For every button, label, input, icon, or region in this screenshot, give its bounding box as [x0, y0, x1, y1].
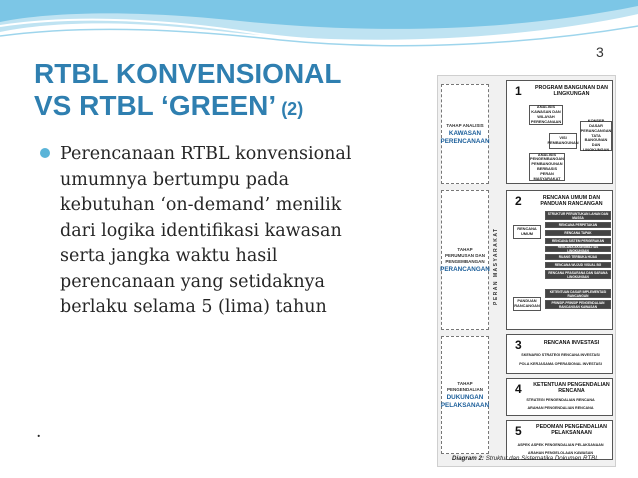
item-text: ARAHAN PENGELOLAAN KAWASAN — [527, 451, 594, 455]
vertical-label: PERAN MASYARAKAT — [493, 227, 499, 305]
panel-number: 1 — [515, 84, 522, 98]
item-box: RENCANA PERPETAKAN — [545, 222, 611, 228]
title-line-1: RTBL KONVENSIONAL — [34, 58, 342, 89]
title-suffix: (2) — [276, 99, 304, 119]
item-box: KETENTUAN DASAR IMPLEMENTASI RANCANGAN — [545, 289, 611, 298]
stage-label: KAWASAN PERENCANAAN — [440, 129, 490, 145]
panel-number: 5 — [515, 424, 522, 438]
panel-1 — [506, 80, 613, 184]
caption-label: Diagram 2: — [452, 455, 484, 462]
panel-heading: PROGRAM BANGUNAN DAN LINGKUNGAN — [535, 85, 608, 98]
stage-caption: TAHAP PERUMUSAN DAN PENGEMBANGAN — [444, 246, 485, 264]
panel-2 — [506, 190, 613, 330]
diagram-box: ANALISIS PENGEMBANGAN PEMBANGUNAN BERBASIS PERAN MASYARAKAT — [530, 151, 564, 181]
panel-number: 2 — [515, 194, 522, 208]
item-box: RUANG TERBUKA HIJAU — [545, 254, 611, 260]
panel-4 — [506, 378, 613, 416]
diagram-box: ANALISIS KAWASAN DAN WILAYAH PERENCANAAN — [530, 104, 562, 124]
diagram-caption — [452, 455, 599, 462]
item-box: RENCANA PRASARANA DAN SARANA LINGKUNGAN — [545, 270, 611, 279]
panel-heading: KETENTUAN PENGENDALIAN RENCANA — [533, 382, 610, 395]
caption-text: Struktur dan Sistematika Dokumen RTBL — [485, 455, 599, 462]
stage-pengendalian — [441, 336, 489, 454]
diagram-box: KONSEP DASAR PERANCANGAN TATA BANGUNAN DAN LINGKUNGAN — [580, 118, 612, 152]
title-line-2-text: VS RTBL ‘GREEN’ — [34, 90, 277, 121]
item-box: RENCANA SISTEM PERGERAKAN — [545, 238, 611, 244]
stage-label: DUKUNGAN PELAKSANAAN — [440, 393, 490, 409]
diagram-box: VISI PEMBANGUNAN — [549, 133, 577, 149]
panel-heading: RENCANA INVESTASI — [543, 340, 600, 346]
page-number: 3 — [596, 44, 604, 60]
panel-5 — [506, 420, 613, 460]
panel-heading: RENCANA UMUM DAN PANDUAN RANCANGAN — [540, 195, 603, 208]
trailing-dot: . — [36, 422, 42, 442]
bullet-text: Perencanaan RTBL konvensional umumnya bertumpu pada kebutuhan ‘on-demand’ menilik dari logika identifikasi kawasan serta jangka waktu hasil perencanaan yang setidaknya berlaku selama 5 (lima) tahun — [60, 144, 352, 317]
item-text: ARAHAN PENGENDALIAN RENCANA — [527, 406, 594, 410]
diagram-box: PANDUAN RANCANGAN — [513, 297, 541, 311]
item-box: RENCANA TAPAK — [545, 230, 611, 236]
panel-3 — [506, 334, 613, 374]
diagram-box: RENCANA UMUM — [513, 225, 541, 239]
stage-perumusan — [441, 190, 489, 330]
stage-caption: TAHAP PENGENDALIAN — [446, 380, 483, 392]
item-box: RENCANA AKSESIBILITAS LINGKUNGAN — [545, 246, 611, 252]
item-box: RENCANA WUJUD VISUAL BG — [545, 262, 611, 268]
rtbl-structure-diagram — [437, 75, 616, 467]
item-text: POLA KERJASAMA OPERASIONAL INVESTASI — [519, 362, 602, 366]
bullet-icon — [40, 148, 50, 158]
panel-heading: PEDOMAN PENGENDALIAN PELAKSANAAN — [536, 424, 607, 437]
stage-caption: TAHAP ANALISIS — [446, 122, 484, 128]
header-swoosh-decoration — [0, 0, 638, 60]
bullet-item — [40, 142, 380, 321]
stage-label: PERANCANGAN — [440, 265, 490, 273]
title-line-2 — [34, 90, 414, 125]
stage-analysis — [441, 84, 489, 184]
item-box: PRINSIP-PRINSIP PENGENDALIAN RANCANGAN KAWASAN — [545, 300, 611, 309]
slide-title — [34, 58, 414, 125]
item-text: SKENARIO STRATEGI RENCANA INVESTASI — [521, 353, 600, 357]
item-text: STRATEGI PENGENDALIAN RENCANA — [526, 398, 595, 402]
panel-number: 3 — [515, 338, 522, 352]
item-box: STRUKTUR PERUNTUKAN LAHAN DAN MASSA — [545, 211, 611, 220]
item-text: ASPEK ASPEK PENGENDALIAN PELAKSANAAN — [517, 443, 604, 447]
panel-number: 4 — [515, 382, 522, 396]
